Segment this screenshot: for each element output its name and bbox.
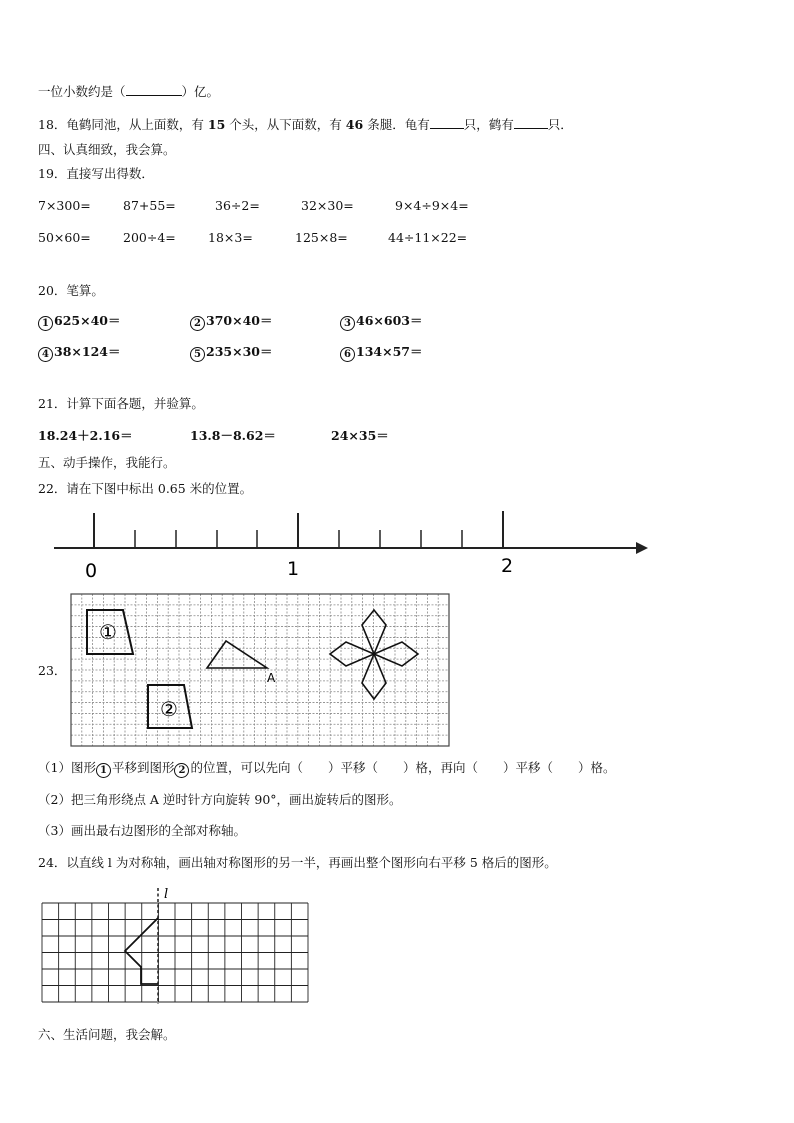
section-6-heading: 六、生活问题，我会解。	[38, 1027, 176, 1042]
q19-item: 125×8=	[295, 230, 348, 245]
q19-item: 50×60=	[38, 230, 91, 245]
q19-item: 7×300=	[38, 198, 91, 213]
tick-label-2: 2	[501, 555, 514, 577]
q17-answer-blank[interactable]	[126, 83, 182, 96]
q17-text-suffix: ）亿。	[181, 84, 220, 99]
q23-grid-lines	[71, 594, 449, 746]
q19-item: 44÷11×22=	[388, 230, 468, 245]
q23-flower-figure	[330, 610, 418, 699]
q18-turtle-blank[interactable]	[430, 116, 464, 129]
number-line-arrow	[636, 542, 648, 554]
q23-shape-2-label: ②	[160, 697, 178, 721]
tick-label-1: 1	[287, 558, 300, 580]
q18-line: 18．龟鹤同池，从上面数，有 15 个头，从下面数，有 46 条腿．龟有 只，鹤有 只．	[38, 117, 573, 132]
q20-item: 1 625×40＝	[38, 313, 120, 331]
q20-item: 6 134×57＝	[340, 344, 422, 362]
section-4-heading: 四、认真细致，我会算。	[38, 142, 176, 157]
q23-shape-1-label: ①	[99, 620, 117, 644]
q20-item: 5 235×30＝	[190, 344, 272, 362]
number-line-figure[interactable]	[0, 505, 794, 585]
q23-triangle	[207, 641, 267, 668]
q24-grid-figure[interactable]	[40, 886, 315, 1004]
q23-number: 23．	[38, 663, 67, 678]
q19-item: 87+55=	[123, 198, 176, 213]
q23-sub-3: （3）画出最右边图形的全部对称轴。	[38, 823, 246, 838]
q19-item: 32×30=	[301, 198, 354, 213]
q24-axis-label: l	[164, 887, 169, 902]
q20-item: 4 38×124＝	[38, 344, 120, 362]
q17-text-prefix: 一位小数约是（	[38, 84, 126, 99]
q21-item: 24×35＝	[331, 428, 389, 443]
q19-item: 18×3=	[208, 230, 253, 245]
q19-title: 19．直接写出得数．	[38, 166, 154, 181]
q22-title: 22．请在下图中标出 0.65 米的位置。	[38, 481, 253, 496]
q23-sub-2: （2）把三角形绕点 A 逆时针方向旋转 90°，画出旋转后的图形。	[38, 792, 402, 807]
q19-item: 200÷4=	[123, 230, 176, 245]
q21-title: 21．计算下面各题，并验算。	[38, 396, 204, 411]
q23-point-a-label: A	[267, 671, 276, 685]
q21-item: 18.24＋2.16＝	[38, 428, 133, 443]
q18-crane-blank[interactable]	[514, 116, 548, 129]
q21-item: 13.8－8.62＝	[190, 428, 276, 443]
q23-grid-figure[interactable]	[70, 593, 450, 748]
q20-title: 20．笔算。	[38, 283, 104, 298]
q17-tail-line	[38, 83, 219, 100]
q19-item: 36÷2=	[215, 198, 260, 213]
section-5-heading: 五、动手操作，我能行。	[38, 455, 176, 470]
q24-grid-lines	[42, 903, 308, 1002]
q24-title: 24．以直线 l 为对称轴，画出轴对称图形的另一半，再画出整个图形向右平移 5 格后的图形。	[38, 855, 557, 870]
number-line-ticks	[94, 511, 503, 548]
q20-item: 3 46×603＝	[340, 313, 422, 331]
q23-sub-1: （1）图形 1 平移到图形 2 的位置，可以先向（ ）平移（ ）格，再向（ ）平移（ ）格。	[38, 760, 616, 776]
tick-label-0: 0	[85, 560, 98, 582]
q20-item: 2 370×40＝	[190, 313, 272, 331]
q19-item: 9×4÷9×4=	[395, 198, 469, 213]
